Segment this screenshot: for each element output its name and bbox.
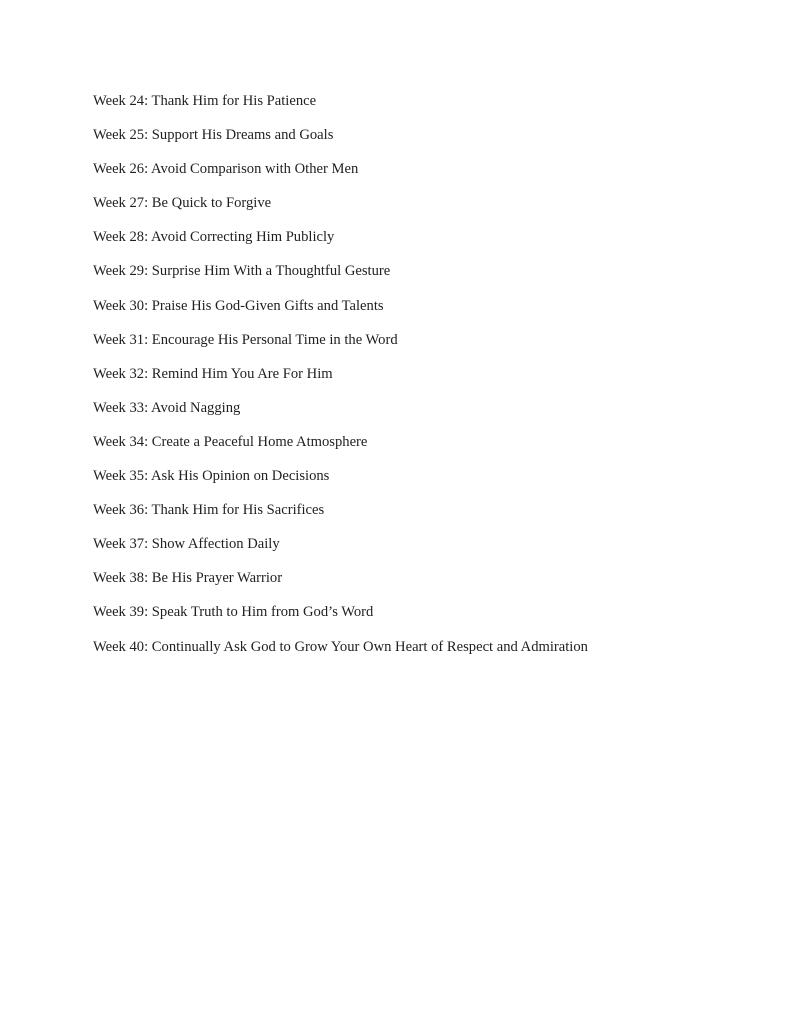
- week-item-24: Week 24: Thank Him for His Patience: [93, 93, 317, 109]
- week-item-34: Week 34: Create a Peaceful Home Atmosphere: [93, 433, 368, 450]
- week-item-35: Week 35: Ask His Opinion on Decisions: [93, 468, 330, 485]
- week-item-29: Week 29: Surprise Him With a Thoughtful Gesture: [93, 263, 391, 280]
- week-item-37: Week 37: Show Affection Daily: [93, 536, 280, 553]
- week-item-32: Week 32: Remind Him You Are For Him: [93, 365, 333, 382]
- week-list: [93, 90, 753, 670]
- week-item-40: Week 40: Continually Ask God to Grow Your Own Heart of Respect and Admiration: [93, 638, 588, 655]
- week-item-31: Week 31: Encourage His Personal Time in the Word: [93, 331, 398, 348]
- week-item-27: Week 27: Be Quick to Forgive: [93, 195, 272, 212]
- week-item-38: Week 38: Be His Prayer Warrior: [93, 570, 283, 587]
- week-item-30: Week 30: Praise His God-Given Gifts and Talents: [93, 297, 384, 314]
- week-item-26: Week 26: Avoid Comparison with Other Men: [93, 161, 359, 178]
- week-item-39: Week 39: Speak Truth to Him from God’s Word: [93, 604, 374, 621]
- week-item-25: Week 25: Support His Dreams and Goals: [93, 127, 334, 144]
- week-item-33: Week 33: Avoid Nagging: [93, 399, 241, 416]
- week-item-28: Week 28: Avoid Correcting Him Publicly: [93, 229, 335, 246]
- week-item-36: Week 36: Thank Him for His Sacrifices: [93, 502, 325, 519]
